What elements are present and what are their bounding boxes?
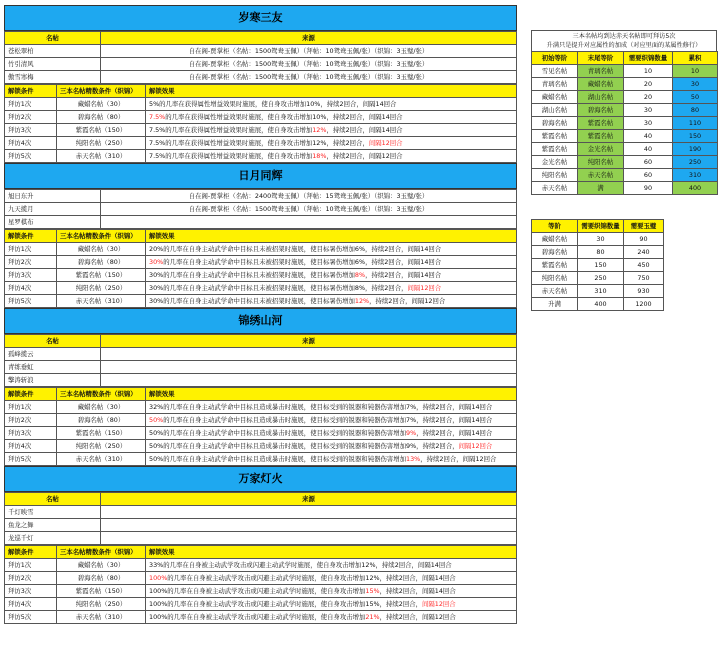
column-header: 三本名帖精数条件（织锦） [57, 85, 146, 98]
effect-highlight: 30% [149, 257, 164, 266]
unlock-table [4, 229, 517, 308]
item-name: 傲雪寒梅 [5, 71, 101, 84]
item-name: 千灯映雪 [5, 506, 101, 519]
upgrade-row [532, 182, 718, 195]
unlock-condition: 拜访5次 [5, 453, 57, 466]
unlock-requirement: 碧海名帖（80） [57, 414, 146, 427]
item-source [101, 519, 517, 532]
unlock-requirement: 赤天名帖（310） [57, 611, 146, 624]
unlock-condition: 拜访1次 [5, 243, 57, 256]
effect-text: 30%的几率在自身主动武学命中目标且未被招架时施展，使目标暑伤增加 [149, 270, 355, 279]
item-source [101, 361, 517, 374]
jade-cell: 1200 [624, 298, 664, 311]
unlock-condition: 拜访4次 [5, 440, 57, 453]
unlock-effect [146, 453, 517, 466]
effect-text: ，持续2回合，间隔14回合 [365, 270, 442, 279]
column-header: 来源 [101, 493, 517, 506]
effect-text: 100%的几率在自身被主动武学攻击或闪避主动武学时施展，使自身攻击增加15%，持续2回合， [149, 599, 422, 608]
column-header: 来源 [101, 335, 517, 348]
unlock-header-row [5, 85, 517, 98]
item-source [101, 216, 517, 229]
unlock-table [4, 545, 517, 624]
jade-cell: 80 [578, 246, 624, 259]
unlock-effect [146, 111, 517, 124]
item-source: 自在阁-贾掌柜（名帖：1500鸳鸯玉佩）（拜帖：10鸳鸯玉佩/张）（织锦：3玉璧/张） [101, 45, 517, 58]
unlock-requirement: 纯阳名帖（250） [57, 598, 146, 611]
unlock-requirement: 赤天名帖（310） [57, 453, 146, 466]
jade-cell: 310 [578, 285, 624, 298]
unlock-row [5, 611, 517, 624]
upgrade-row [532, 143, 718, 156]
upgrade-row [532, 91, 718, 104]
effect-text: 33%的几率在自身被主动武学攻击或闪避主动武学时施展，使自身攻击增加12%，持续2回合，间隔14回合 [149, 560, 452, 569]
column-header: 需要织锦数量 [624, 52, 673, 65]
jade-row [532, 233, 664, 246]
effect-text: ，持续2回合，间隔14回合 [416, 428, 493, 437]
unlock-requirement: 碧海名帖（80） [57, 572, 146, 585]
unlock-requirement: 赤天名帖（310） [57, 295, 146, 308]
upgrade-cell: 30 [624, 117, 673, 130]
upgrade-cell: 赤天名帖 [532, 182, 578, 195]
unlock-requirement: 紫霞名帖（150） [57, 427, 146, 440]
unlock-effect [146, 572, 517, 585]
column-header: 解锁效果 [146, 546, 517, 559]
unlock-header-row [5, 546, 517, 559]
source-header-row [5, 493, 517, 506]
item-source [101, 374, 517, 387]
source-row [5, 506, 517, 519]
effect-text: 50%的几率在自身主动武学命中目标且造成暴击时施展，使目标受到的锐器和钝器伤害增加 [149, 428, 407, 437]
jade-cell: 750 [624, 272, 664, 285]
unlock-row [5, 427, 517, 440]
source-row [5, 216, 517, 229]
unlock-condition: 拜访3次 [5, 124, 57, 137]
effect-highlight: 15% [365, 586, 380, 595]
upgrade-row [532, 104, 718, 117]
item-source: 自在阁-贾掌柜（名帖：1500鸳鸯玉佩）（拜帖：10鸳鸯玉佩/张）（织锦：3玉璧/张） [101, 203, 517, 216]
unlock-row [5, 282, 517, 295]
unlock-row [5, 98, 517, 111]
source-table [4, 492, 517, 545]
item-source [101, 348, 517, 361]
effect-text: 7.5%的几率在获得属性增益效果时施展，使自身攻击增加 [149, 151, 313, 160]
unlock-requirement: 纯阳名帖（250） [57, 137, 146, 150]
item-source: 自在阁-贾掌柜（名帖：1500鸳鸯玉佩）（拜帖：10鸳鸯玉佩/张）（织锦：3玉璧/张） [101, 58, 517, 71]
unlock-condition: 拜访3次 [5, 269, 57, 282]
item-name: 擎涛斩浪 [5, 374, 101, 387]
effect-highlight: 12% [354, 296, 370, 305]
section-title: 万家灯火 [4, 466, 517, 492]
source-row [5, 203, 517, 216]
upgrade-cell: 40 [624, 130, 673, 143]
upgrade-cell: 青璃名帖 [578, 65, 624, 78]
upgrade-cell: 50 [673, 91, 718, 104]
effect-highlight: 间隔12回合 [368, 138, 403, 147]
unlock-row [5, 124, 517, 137]
source-row [5, 58, 517, 71]
unlock-requirement: 碧海名帖（80） [57, 111, 146, 124]
upgrade-cell: 10 [624, 65, 673, 78]
unlock-requirement: 藏蜡名帖（30） [57, 243, 146, 256]
upgrade-cell: 80 [673, 104, 718, 117]
column-header: 解锁条件 [5, 388, 57, 401]
column-header: 初始等阶 [532, 52, 578, 65]
effect-text: 100%的几率在自身被主动武学攻击或闪避主动武学时施展，使自身攻击增加 [149, 612, 366, 621]
unlock-condition: 拜访1次 [5, 401, 57, 414]
unlock-condition: 拜访3次 [5, 427, 57, 440]
unlock-requirement: 藏蜡名帖（30） [57, 401, 146, 414]
unlock-row [5, 256, 517, 269]
item-source [101, 506, 517, 519]
upgrade-cell: 310 [673, 169, 718, 182]
item-name: 苍松翠柏 [5, 45, 101, 58]
column-header: 三本名帖精数条件（织锦） [57, 388, 146, 401]
upgrade-cell: 金光名帖 [578, 143, 624, 156]
column-header: 需要玉璧 [624, 220, 664, 233]
effect-text: 32%的几率在自身主动武学命中目标且造成暴击时施展，使目标受到的锐器和钝器伤害增加7%，持续2回合，间隔14回合 [149, 402, 493, 411]
effect-highlight: 间隔12回合 [407, 283, 442, 292]
upgrade-cell: 碧海名帖 [532, 117, 578, 130]
unlock-effect [146, 295, 517, 308]
upgrade-cell: 400 [673, 182, 718, 195]
unlock-row [5, 137, 517, 150]
unlock-row [5, 572, 517, 585]
jade-row [532, 285, 664, 298]
source-table [4, 334, 517, 387]
source-header-row [5, 335, 517, 348]
column-header: 解锁效果 [146, 85, 517, 98]
upgrade-cell: 150 [673, 130, 718, 143]
source-row [5, 71, 517, 84]
jade-row [532, 272, 664, 285]
column-header: 等阶 [532, 220, 578, 233]
unlock-row [5, 585, 517, 598]
unlock-row [5, 269, 517, 282]
effect-highlight: 50% [149, 415, 164, 424]
jade-row [532, 259, 664, 272]
item-name: 孤峰揽云 [5, 348, 101, 361]
jade-cell: 240 [624, 246, 664, 259]
upgrade-cell: 纯阳名帖 [532, 169, 578, 182]
unlock-requirement: 碧海名帖（80） [57, 256, 146, 269]
unlock-effect [146, 269, 517, 282]
jade-row [532, 246, 664, 259]
effect-text: 5%的几率在获得属性增益效果时施展，使自身攻击增加10%，持续2回合，间隔14回合 [149, 99, 397, 108]
column-header: 三本名帖精数条件（织锦） [57, 546, 146, 559]
upgrade-note [531, 30, 717, 51]
source-row [5, 190, 517, 203]
effect-highlight: 7.5% [149, 112, 166, 121]
unlock-requirement: 紫霞名帖（150） [57, 269, 146, 282]
unlock-requirement: 纯阳名帖（250） [57, 282, 146, 295]
unlock-effect [146, 282, 517, 295]
effect-text: 的几率在获得属性增益效果时施展，使自身攻击增加10%，持续2回合，间隔14回合 [165, 112, 403, 121]
effect-highlight: 13% [406, 454, 421, 463]
effect-text: 的几率在自身主动武学命中目标且造成暴击时施展，使目标受到的锐器和钝器伤害增加7%，持续2回合，间隔14回合 [163, 415, 493, 424]
unlock-condition: 拜访2次 [5, 572, 57, 585]
upgrade-cell: 藏蜡名帖 [532, 91, 578, 104]
left-panel [4, 5, 517, 624]
upgrade-row [532, 65, 718, 78]
upgrade-cell: 金光名帖 [532, 156, 578, 169]
jade-cell: 紫霞名帖 [532, 259, 578, 272]
unlock-header-row [5, 230, 517, 243]
unlock-effect [146, 598, 517, 611]
unlock-condition: 拜访5次 [5, 295, 57, 308]
effect-highlight: 9% [406, 428, 417, 437]
upgrade-row [532, 156, 718, 169]
item-name: 鱼龙之舞 [5, 519, 101, 532]
unlock-requirement: 藏蜡名帖（30） [57, 559, 146, 572]
unlock-effect [146, 559, 517, 572]
unlock-condition: 拜访2次 [5, 111, 57, 124]
effect-text: ，持续2回合，间隔14回合 [379, 586, 456, 595]
section-title: 日月同辉 [4, 163, 517, 189]
effect-text: 50%的几率在自身主动武学命中目标且造成暴击时施展，使目标受到的锐器和钝器伤害增加9%，持续2回合， [149, 441, 459, 450]
unlock-table [4, 387, 517, 466]
upgrade-panel [531, 30, 717, 195]
jade-row [532, 298, 664, 311]
unlock-condition: 拜访2次 [5, 256, 57, 269]
upgrade-cell: 紫霞名帖 [532, 143, 578, 156]
unlock-effect [146, 440, 517, 453]
effect-text: ，持续2回合，间隔12回合 [369, 296, 446, 305]
upgrade-row [532, 130, 718, 143]
unlock-effect [146, 611, 517, 624]
effect-text: ，持续2回合，间隔14回合 [326, 125, 403, 134]
upgrade-cell: 赤天名帖 [578, 169, 624, 182]
unlock-condition: 拜访1次 [5, 559, 57, 572]
jade-cell: 150 [578, 259, 624, 272]
unlock-condition: 拜访2次 [5, 414, 57, 427]
jade-cell: 930 [624, 285, 664, 298]
jade-panel [531, 219, 663, 311]
unlock-effect [146, 427, 517, 440]
item-name: 九天揽月 [5, 203, 101, 216]
unlock-row [5, 598, 517, 611]
upgrade-cell: 纯阳名帖 [578, 156, 624, 169]
unlock-effect [146, 585, 517, 598]
effect-highlight: 8% [354, 270, 366, 279]
effect-text: 的几率在自身被主动武学攻击或闪避主动武学时施展，使自身攻击增加12%，持续2回合，间隔14回合 [167, 573, 456, 582]
upgrade-cell: 20 [624, 78, 673, 91]
unlock-row [5, 559, 517, 572]
jade-cell: 250 [578, 272, 624, 285]
unlock-requirement: 紫霞名帖（150） [57, 585, 146, 598]
item-name: 旭日东升 [5, 190, 101, 203]
unlock-condition: 拜访4次 [5, 282, 57, 295]
source-row [5, 361, 517, 374]
effect-text: 100%的几率在自身被主动武学攻击或闪避主动武学时施展，使自身攻击增加 [149, 586, 366, 595]
item-name: 青练垂虹 [5, 361, 101, 374]
effect-text: 7.5%的几率在获得属性增益效果时施展，使自身攻击增加 [149, 125, 313, 134]
column-header: 名帖 [5, 32, 101, 45]
item-source [101, 532, 517, 545]
upgrade-row [532, 78, 718, 91]
column-header: 解锁效果 [146, 388, 517, 401]
upgrade-cell: 紫霞名帖 [578, 117, 624, 130]
effect-text: 20%的几率在自身主动武学命中目标且未被招架时施展，使目标暑伤增加6%，持续2回合，间隔14回合 [149, 244, 442, 253]
upgrade-cell: 10 [673, 65, 718, 78]
effect-text: ，持续2回合，间隔12回合 [420, 454, 497, 463]
effect-text: 的几率在自身主动武学命中目标且未被招架时施展，使目标暑伤增加6%，持续2回合，间隔14回合 [163, 257, 442, 266]
column-header: 来源 [101, 32, 517, 45]
upgrade-cell: 湖山名帖 [532, 104, 578, 117]
source-table [4, 31, 517, 84]
unlock-row [5, 295, 517, 308]
upgrade-cell: 190 [673, 143, 718, 156]
jade-cell: 30 [578, 233, 624, 246]
upgrade-cell: 碧海名帖 [578, 104, 624, 117]
jade-table [531, 219, 664, 311]
unlock-effect [146, 137, 517, 150]
upgrade-cell: 青璃名帖 [532, 78, 578, 91]
unlock-effect [146, 401, 517, 414]
item-source: 自在阁-贾掌柜（名帖：2400鸳鸯玉佩）（拜帖：15鸳鸯玉佩/张）（织锦：3玉璧/张） [101, 190, 517, 203]
source-row [5, 45, 517, 58]
column-header: 解锁条件 [5, 230, 57, 243]
jade-cell: 藏蜡名帖 [532, 233, 578, 246]
upgrade-row [532, 169, 718, 182]
source-row [5, 519, 517, 532]
upgrade-cell: 60 [624, 169, 673, 182]
upgrade-table [531, 51, 718, 195]
unlock-requirement: 紫霞名帖（150） [57, 124, 146, 137]
jade-cell: 赤天名帖 [532, 285, 578, 298]
source-row [5, 532, 517, 545]
unlock-condition: 拜访1次 [5, 98, 57, 111]
note-line-1: 三本名帖均到达赤天名帖即可拜访5次 [572, 33, 676, 40]
upgrade-cell: 250 [673, 156, 718, 169]
column-header: 累积 [673, 52, 718, 65]
jade-cell: 450 [624, 259, 664, 272]
effect-text: 50%的几率在自身主动武学命中目标且造成暴击时施展，使目标受到的锐器和钝器伤害增加 [149, 454, 407, 463]
jade-cell: 400 [578, 298, 624, 311]
upgrade-cell: 藏蜡名帖 [578, 78, 624, 91]
effect-text: 30%的几率在自身主动武学命中目标且未被招架时施展，使目标暑伤增加 [149, 296, 355, 305]
unlock-requirement: 藏蜡名帖（30） [57, 98, 146, 111]
column-header: 名帖 [5, 335, 101, 348]
jade-cell: 纯阳名帖 [532, 272, 578, 285]
unlock-effect [146, 98, 517, 111]
upgrade-cell: 紫霞名帖 [578, 130, 624, 143]
effect-text: 7.5%的几率在获得属性增益效果时施展，使自身攻击增加12%，持续2回合， [149, 138, 369, 147]
unlock-condition: 拜访4次 [5, 598, 57, 611]
upgrade-cell: 满 [578, 182, 624, 195]
effect-text: ，持续2回合，间隔12回合 [379, 612, 456, 621]
column-header: 解锁条件 [5, 546, 57, 559]
unlock-condition: 拜访3次 [5, 585, 57, 598]
section-title: 岁寒三友 [4, 5, 517, 31]
source-table [4, 189, 517, 229]
unlock-effect [146, 243, 517, 256]
effect-highlight: 间隔12回合 [458, 441, 493, 450]
jade-cell: 升满 [532, 298, 578, 311]
unlock-row [5, 440, 517, 453]
effect-highlight: 100% [149, 573, 168, 582]
column-header: 名帖 [5, 493, 101, 506]
unlock-row [5, 243, 517, 256]
source-row [5, 348, 517, 361]
item-name: 龙巡千灯 [5, 532, 101, 545]
upgrade-cell: 湖山名帖 [578, 91, 624, 104]
jade-cell: 90 [624, 233, 664, 246]
column-header: 解锁条件 [5, 85, 57, 98]
column-header: 解锁效果 [146, 230, 517, 243]
unlock-effect [146, 256, 517, 269]
upgrade-cell: 紫霞名帖 [532, 130, 578, 143]
unlock-effect [146, 414, 517, 427]
item-source: 自在阁-贾掌柜（名帖：1500鸳鸯玉佩）（拜帖：10鸳鸯玉佩/张）（织锦：3玉璧/张） [101, 71, 517, 84]
unlock-row [5, 401, 517, 414]
unlock-row [5, 414, 517, 427]
upgrade-cell: 雪见名帖 [532, 65, 578, 78]
unlock-requirement: 赤天名帖（310） [57, 150, 146, 163]
jade-cell: 碧海名帖 [532, 246, 578, 259]
item-name: 星罗棋布 [5, 216, 101, 229]
item-name: 竹引清风 [5, 58, 101, 71]
unlock-condition: 拜访5次 [5, 611, 57, 624]
unlock-row [5, 453, 517, 466]
effect-highlight: 18% [312, 151, 327, 160]
unlock-condition: 拜访5次 [5, 150, 57, 163]
effect-highlight: 12% [312, 125, 327, 134]
upgrade-cell: 20 [624, 91, 673, 104]
unlock-row [5, 111, 517, 124]
effect-highlight: 21% [365, 612, 380, 621]
upgrade-cell: 30 [673, 78, 718, 91]
unlock-effect [146, 150, 517, 163]
unlock-row [5, 150, 517, 163]
source-row [5, 374, 517, 387]
upgrade-cell: 40 [624, 143, 673, 156]
source-header-row [5, 32, 517, 45]
unlock-effect [146, 124, 517, 137]
section-title: 锦绣山河 [4, 308, 517, 334]
unlock-condition: 拜访4次 [5, 137, 57, 150]
effect-text: ，持续2回合，间隔12回合 [326, 151, 403, 160]
unlock-requirement: 纯阳名帖（250） [57, 440, 146, 453]
column-header: 需要织锦数量 [578, 220, 624, 233]
column-header: 末尾等阶 [578, 52, 624, 65]
upgrade-cell: 60 [624, 156, 673, 169]
upgrade-cell: 30 [624, 104, 673, 117]
upgrade-cell: 90 [624, 182, 673, 195]
upgrade-cell: 110 [673, 117, 718, 130]
effect-highlight: 间隔12回合 [422, 599, 456, 608]
upgrade-row [532, 117, 718, 130]
unlock-header-row [5, 388, 517, 401]
column-header: 三本名帖精数条件（织锦） [57, 230, 146, 243]
unlock-table [4, 84, 517, 163]
note-line-2: 升满只是提升对应属性的加成（对应里面的某属性修行） [546, 42, 702, 49]
effect-text: 30%的几率在自身主动武学命中目标且未被招架时施展，使目标暑伤增加8%，持续2回合， [149, 283, 408, 292]
